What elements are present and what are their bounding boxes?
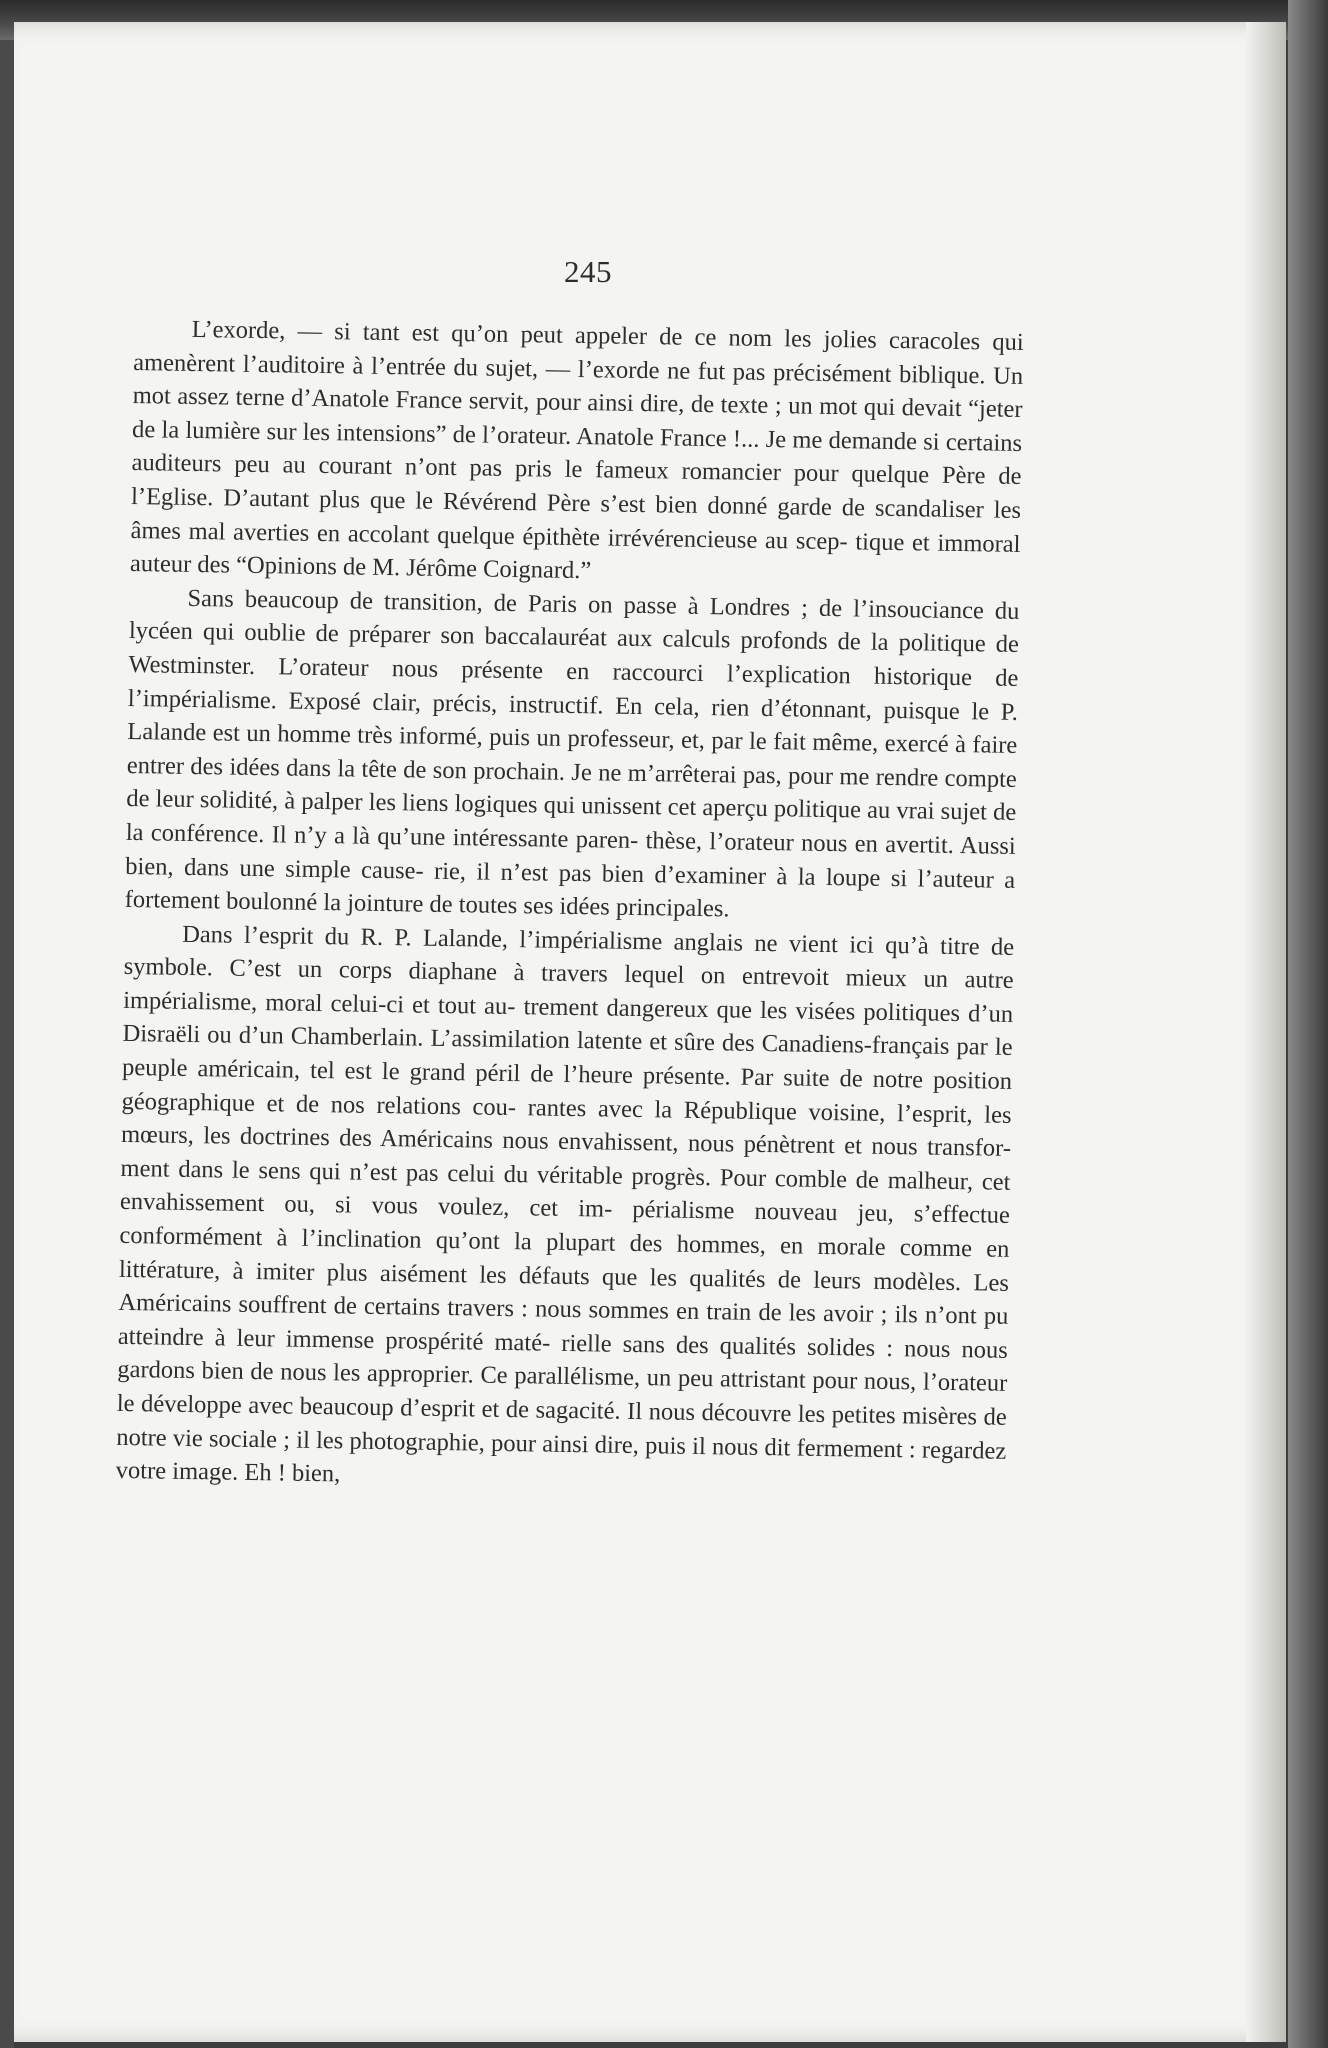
paragraph-3: Dans l’esprit du R. P. Lalande, l’impérialisme anglais ne vient ici qu’à titre de symbole. C’est un corps diaphane à travers lequel on entrevoit mieux un autre impérialisme, moral celui-ci et tout au- trement dangereux que les visées politiques d’un Disraëli ou d’un Chamberlain. L’assimilation latente et sûre des Canadiens-français par le peuple américain, tel est le grand péril de l’heure présente. Par suite de notre position géographique et de nos relations cou- rantes avec la République voisine, l’esprit, les mœurs, les doctrines des Américains nous envahissent, nous pénètrent et nous transfor- ment dans le sens qui n’est pas celui du véritable progrès. Pour comble de malheur, cet envahissement ou, si vous voulez, cet im- périalisme nouveau jeu, s’effectue conformément à l’inclination qu’ont la plupart des hommes, en morale comme en littérature, à imiter plus aisément les défauts que les qualités de leurs modèles. Les Américains souffrent de certains travers : nous sommes en train de les avoir ; ils n’ont pu atteindre à leur immense prospérité maté- rielle sans des qualités solides : nous nous gardons bien de nous les approprier. Ce parallélisme, un peu attristant pour nous, l’orateur le développe avec beaucoup d’esprit et de sagacité. Il nous découvre les petites misères de notre vie sociale ; il les photographie, pour ainsi dire, puis il nous dit fermement : regardez votre image. Eh ! bien, (115, 920, 1015, 1488)
paragraph-2: Sans beaucoup de transition, de Paris on passe à Londres ; de l’insouciance du lycéen qui oublie de préparer son baccalauréat aux calculs profonds de la politique de Westminster. L’orateur nous présente en raccourci l’explication historique de l’impérialisme. Exposé clair, précis, instructif. En cela, rien d’étonnant, puisque le P. Lalande est un homme très informé, puis un professeur, et, par le fait même, exercé à faire entrer des idées dans la tête de son prochain. Je ne m’arrêterai pas, pour me rendre compte de leur solidité, à palper les liens logiques qui unissent cet aperçu politique au vrai sujet de la conférence. Il n’y a là qu’une intéressante paren- thèse, l’orateur nous en avertit. Aussi bien, dans une simple cause- rie, il n’est pas bien d’examiner à la loupe si l’auteur a fortement boulonné la jointure de toutes ses idées principales. (124, 584, 1020, 923)
scan-background-left (0, 0, 14, 2048)
scan-background-right (1288, 0, 1328, 2048)
page-number: 245 (564, 254, 612, 289)
body-text (116, 312, 1024, 1502)
page-edge-shadow (1246, 22, 1286, 2042)
paragraph-1: L’exorde, — si tant est qu’on peut appeler de ce nom les jolies caracoles qui amenèrent l’auditoire à l’entrée du sujet, — l’exorde ne fut pas précisément biblique. Un mot assez terne d’Anatole France servit, pour ainsi dire, de texte ; un mot qui devait “jeter de la lumière sur les intensions” de l’orateur. Anatole France !... Je me demande si certains auditeurs peu au courant n’ont pas pris le fameux romancier pour quelque Père de l’Eglise. D’autant plus que le Révérend Père s’est bien donné garde de scandaliser les âmes mal averties en accolant quelque épithète irrévérencieuse au scep- tique et immoral auteur des “Opinions de M. Jérôme Coignard.” (129, 315, 1024, 585)
scanned-page (14, 22, 1286, 2042)
